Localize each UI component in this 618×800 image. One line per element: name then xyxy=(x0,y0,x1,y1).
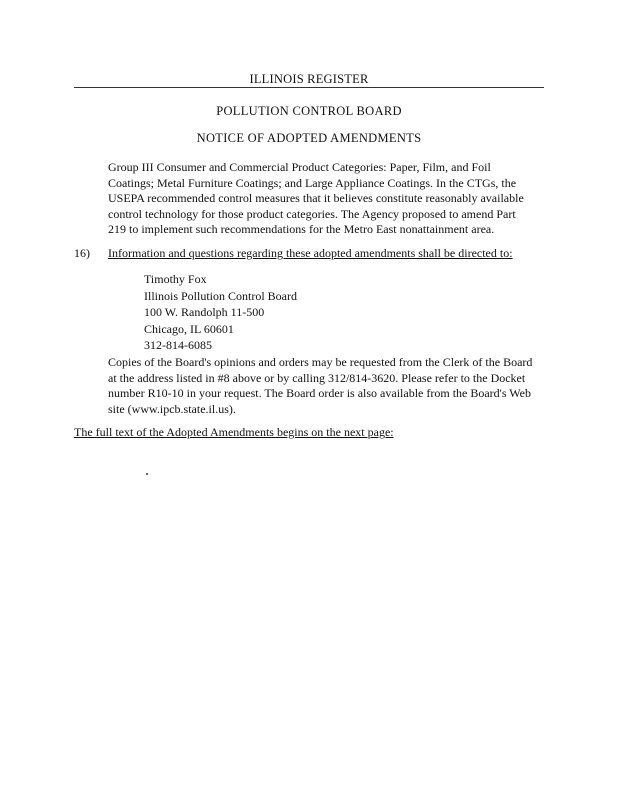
paragraph-line: 219 to implement such recommendations for the Metro East nonattainment area. xyxy=(108,222,495,236)
paragraph-line: control technology for those product categories. The Agency proposed to amend Part xyxy=(108,206,516,221)
item-heading: Information and questions regarding these adopted amendments shall be directed to: xyxy=(108,246,513,260)
notice-title: NOTICE OF ADOPTED AMENDMENTS xyxy=(196,131,422,145)
header-rule xyxy=(74,87,544,88)
register-title: ILLINOIS REGISTER xyxy=(249,72,369,86)
item-number: 16) xyxy=(74,246,90,260)
contact-city: Chicago, IL 60601 xyxy=(144,321,234,336)
full-text-notice: The full text of the Adopted Amendments begins on the next page: xyxy=(74,425,394,439)
copies-paragraph xyxy=(108,355,548,417)
paragraph-line: at the address listed in #8 above or by calling 312/814-3620. Please refer to the Docket xyxy=(108,370,526,385)
contact-organization: Illinois Pollution Control Board xyxy=(144,288,298,303)
paragraph-line: site (www.ipcb.state.il.us). xyxy=(108,401,236,416)
contact-phone: 312-814-6085 xyxy=(144,338,212,352)
paragraph-line: USEPA recommended control measures that it believes constitute reasonably available xyxy=(108,191,524,205)
contact-street: 100 W. Randolph 11-500 xyxy=(144,305,265,319)
paragraph-line: Copies of the Board's opinions and orders may be requested from the Clerk of the Board xyxy=(108,355,533,369)
contact-block xyxy=(144,271,297,354)
agency-name: POLLUTION CONTROL BOARD xyxy=(216,104,402,118)
group-paragraph xyxy=(108,160,544,238)
paragraph-line: Coatings; Metal Furniture Coatings; and Large Appliance Coatings. In the CTGs, the xyxy=(108,175,517,190)
paragraph-line: Group III Consumer and Commercial Product Categories: Paper, Film, and Foil xyxy=(108,160,491,174)
contact-name: Timothy Fox xyxy=(144,272,207,286)
scan-speck xyxy=(146,473,148,475)
paragraph-line: number R10-10 in your request. The Board order is also available from the Board's Web xyxy=(108,386,531,400)
